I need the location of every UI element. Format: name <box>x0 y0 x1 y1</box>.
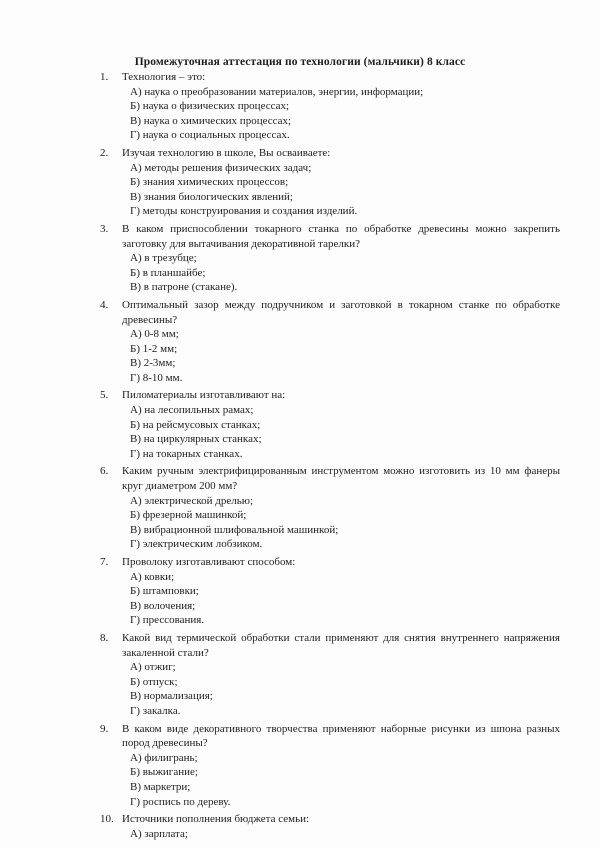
question-text: Проволоку изготавливают способом: <box>122 556 296 568</box>
question-4 <box>100 298 560 386</box>
answer-option: В) волочения; <box>130 599 196 612</box>
question-number: 9. <box>100 722 109 735</box>
answer-option: А) отжиг; <box>130 661 176 674</box>
question-9 <box>100 722 560 810</box>
question-number: 10. <box>100 813 114 826</box>
question-number: 1. <box>100 71 109 83</box>
answer-option: Б) выжигание; <box>130 766 198 779</box>
answer-option: Б) фрезерной машинкой; <box>130 509 247 522</box>
answer-option: А) на лесопильных рамах; <box>130 404 254 417</box>
question-text: Оптимальный зазор между подручником и заготовкой в токарном станке по обработке древесины? <box>122 298 560 326</box>
question-number: 2. <box>100 146 109 159</box>
question-list <box>100 70 560 841</box>
question-number: 8. <box>100 631 109 644</box>
question-text: Какой вид термической обработки стали применяют для снятия внутреннего напряжения закаленной стали? <box>122 631 560 659</box>
answer-option: Г) методы конструирования и создания изделий. <box>130 205 358 218</box>
question-5 <box>100 388 560 461</box>
question-6 <box>100 464 560 552</box>
question-number: 6. <box>100 465 109 478</box>
question-8 <box>100 631 560 719</box>
answer-option: А) методы решения физических задач; <box>130 161 312 174</box>
document-title: Промежуточная аттестация по технологии (мальчики) 8 класс <box>134 56 466 68</box>
answer-option: А) филигрань; <box>130 751 198 764</box>
answer-option: Г) наука о социальных процессах. <box>130 129 290 142</box>
answer-option: Г) закалка. <box>130 704 181 717</box>
answer-option: Г) 8-10 мм. <box>130 371 183 384</box>
answer-option: Г) на токарных станках. <box>130 447 243 460</box>
question-text: В каком виде декоративного творчества применяют наборные рисунки из шпона разных пород древесины? <box>122 722 560 750</box>
question-text: В каком приспособлении токарного станка по обработке древесины можно закрепить заготовку для вытачивания декоративной тарелки? <box>122 222 560 250</box>
answer-option: В) знания биологических явлений; <box>130 190 293 203</box>
answer-option: Б) штамповки; <box>130 585 199 598</box>
answer-option: В) на циркулярных станках; <box>130 433 262 446</box>
answer-option: В) вибрационной шлифовальной машинкой; <box>130 523 339 536</box>
question-text: Пиломатериалы изготавливают на: <box>122 389 286 402</box>
question-text: Изучая технологию в школе, Вы осваиваете: <box>122 146 331 159</box>
answer-option: А) 0-8 мм; <box>130 328 179 341</box>
answer-option: Б) 1-2 мм; <box>130 342 178 355</box>
answer-option: Г) прессования. <box>130 614 205 627</box>
answer-option: А) наука о преобразовании материалов, энергии, информации; <box>130 85 424 98</box>
question-text: Источники пополнения бюджета семьи: <box>122 813 310 826</box>
answer-option: В) в патроне (стакане). <box>130 281 238 294</box>
question-text: Каким ручным электрифицированным инструментом можно изготовить из 10 мм фанеры круг диаметром 200 мм? <box>122 465 560 493</box>
answer-option: В) наука о химических процессах; <box>130 114 292 127</box>
question-1 <box>100 70 560 143</box>
answer-option: Б) на рейсмусовых станках; <box>130 418 261 431</box>
answer-option: А) зарплата; <box>130 827 188 840</box>
answer-option: А) электрической дрелью; <box>130 494 254 507</box>
question-7 <box>100 555 560 628</box>
question-3 <box>100 222 560 295</box>
answer-option: Г) роспись по дереву. <box>130 795 231 808</box>
answer-option: В) 2-3мм; <box>130 357 176 370</box>
question-number: 5. <box>100 389 109 402</box>
question-2 <box>100 146 560 219</box>
question-number: 7. <box>100 556 109 568</box>
answer-option: В) нормализация; <box>130 690 213 703</box>
answer-option: Б) знания химических процессов; <box>130 176 289 189</box>
answer-option: А) ковки; <box>130 570 175 583</box>
answer-option: Г) электрическим лобзиком. <box>130 538 263 551</box>
question-number: 3. <box>100 222 109 235</box>
answer-option: Б) отпуск; <box>130 675 178 688</box>
answer-option: Б) наука о физических процессах; <box>130 100 290 113</box>
question-text: Технология – это: <box>122 71 206 83</box>
question-number: 4. <box>100 298 109 311</box>
answer-option: Б) в планшайбе; <box>130 266 206 279</box>
answer-option: А) в трезубце; <box>130 252 197 265</box>
question-10 <box>100 812 560 841</box>
answer-option: В) маркетри; <box>130 780 191 793</box>
